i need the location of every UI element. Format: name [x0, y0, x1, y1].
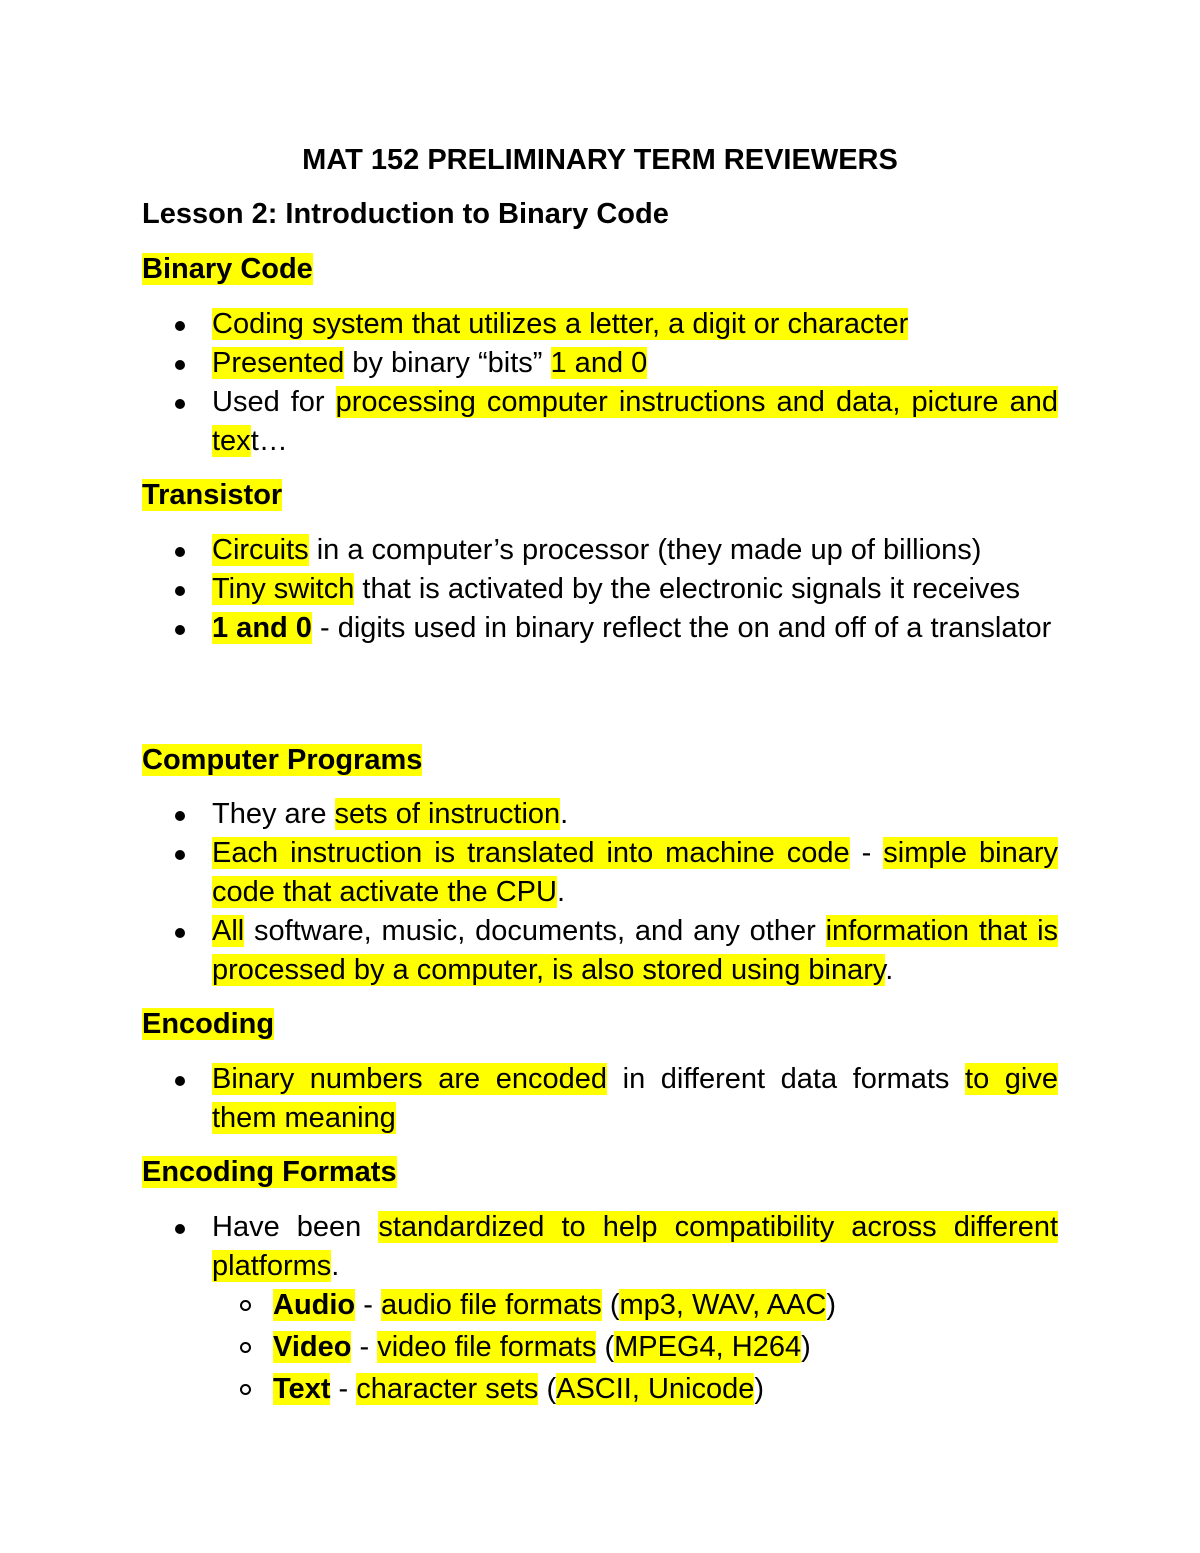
list-item: Presented by binary “bits” 1 and 0	[212, 344, 1058, 383]
list-item: They are sets of instruction.	[212, 795, 1058, 834]
sub-list-item: Text - character sets (ASCII, Unicode)	[273, 1368, 1058, 1410]
encoding-formats-list	[212, 1208, 1058, 1286]
section-heading-encoding-formats: Encoding Formats	[142, 1156, 397, 1188]
bullet-icon	[175, 625, 185, 635]
sub-list-item: Audio - audio file formats (mp3, WAV, AAC)	[273, 1284, 1058, 1326]
section-heading-binary-code: Binary Code	[142, 253, 313, 285]
bullet-icon	[175, 928, 185, 938]
encoding-list	[212, 1060, 1058, 1138]
computer-programs-list	[212, 795, 1058, 990]
section-heading-transistor: Transistor	[142, 479, 283, 511]
list-item: Tiny switch that is activated by the electronic signals it receives	[212, 570, 1058, 609]
bullet-icon	[175, 1224, 185, 1234]
bullet-icon	[175, 360, 185, 370]
section-heading-computer-programs: Computer Programs	[142, 744, 423, 776]
section-heading-encoding: Encoding	[142, 1008, 275, 1040]
bullet-icon	[175, 1076, 185, 1086]
hollow-bullet-icon	[240, 1342, 251, 1353]
list-item: Each instruction is translated into machine code - simple binary code that activate the CPU.	[212, 834, 1058, 912]
list-item: Used for processing computer instructions and data, picture and text…	[212, 383, 1058, 461]
bullet-icon	[175, 321, 185, 331]
hollow-bullet-icon	[240, 1300, 251, 1311]
list-item: Circuits in a computer’s processor (they made up of billions)	[212, 531, 1058, 570]
list-item: All software, music, documents, and any other information that is processed by a computer, is also stored using binary.	[212, 912, 1058, 990]
encoding-formats-sublist	[273, 1284, 1058, 1410]
sub-list-item: Video - video file formats (MPEG4, H264)	[273, 1326, 1058, 1368]
bullet-icon	[175, 547, 185, 557]
bullet-icon	[175, 811, 185, 821]
list-item: 1 and 0 - digits used in binary reflect the on and off of a translator	[212, 609, 1058, 648]
list-item: Have been standardized to help compatibility across different platforms.	[212, 1208, 1058, 1286]
bullet-icon	[175, 850, 185, 860]
bullet-icon	[175, 399, 185, 409]
binary-code-list	[212, 305, 1058, 461]
bullet-icon	[175, 586, 185, 596]
lesson-title: Lesson 2: Introduction to Binary Code	[142, 198, 669, 230]
document-title: MAT 152 PRELIMINARY TERM REVIEWERS	[302, 144, 898, 176]
transistor-list	[212, 531, 1058, 648]
hollow-bullet-icon	[240, 1384, 251, 1395]
list-item: Binary numbers are encoded in different data formats to give them meaning	[212, 1060, 1058, 1138]
list-item: Coding system that utilizes a letter, a digit or character	[212, 305, 1058, 344]
